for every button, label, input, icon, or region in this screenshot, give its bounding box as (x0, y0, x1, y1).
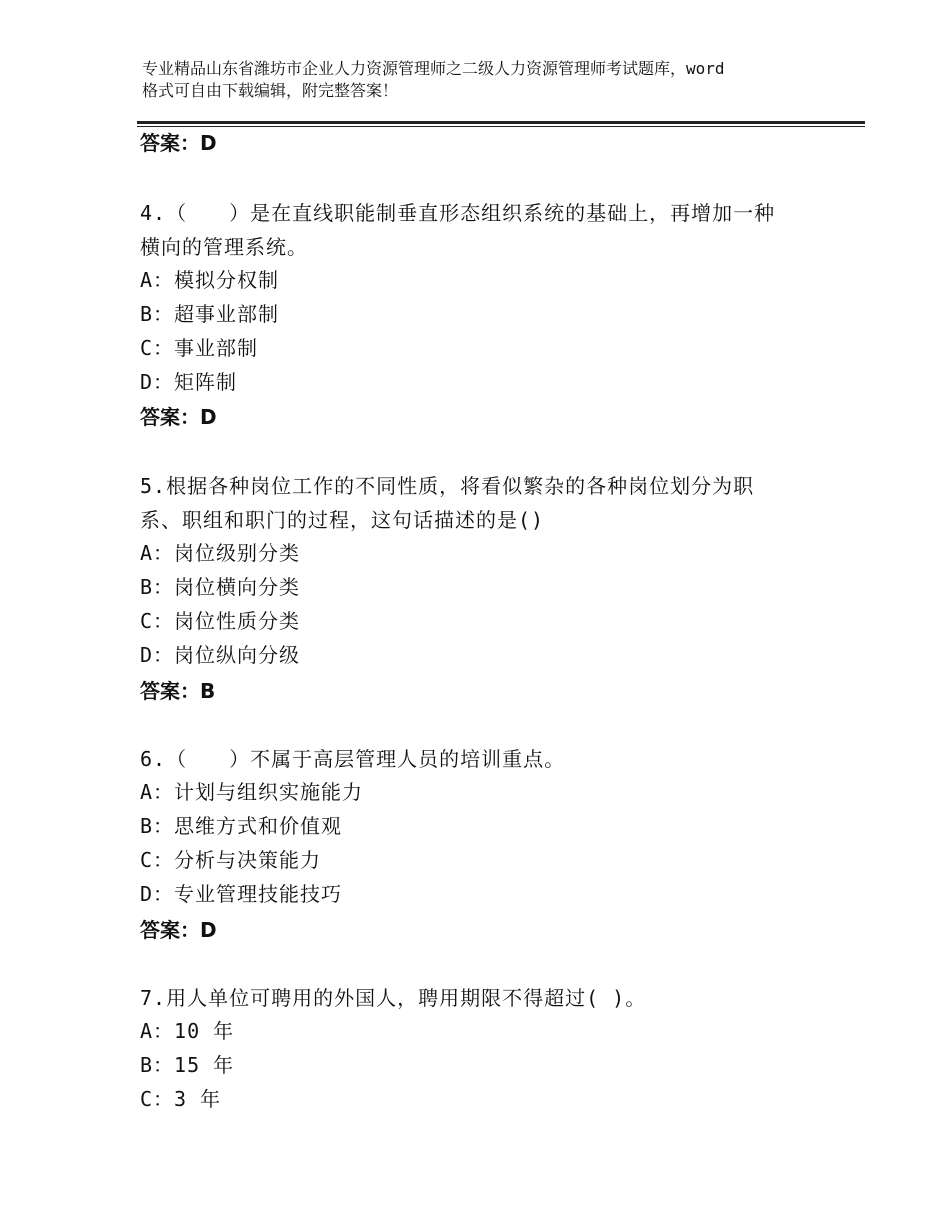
question-4-stem-line-1: 4.（ ）是在直线职能制垂直形态组织系统的基础上，再增加一种 (140, 201, 776, 225)
question-4-option-b: B：超事业部制 (140, 302, 280, 326)
question-6-answer: 答案：D (140, 918, 217, 942)
question-4-answer: 答案：D (140, 405, 217, 429)
question-7-stem-line-1: 7.用人单位可聘用的外国人，聘用期限不得超过( )。 (140, 986, 647, 1010)
question-4-option-c: C：事业部制 (140, 336, 259, 360)
question-5-option-c: C：岗位性质分类 (140, 609, 301, 633)
question-7-option-a: A：10 年 (140, 1019, 235, 1043)
question-5-answer: 答案：B (140, 679, 216, 703)
question-7-option-c: C：3 年 (140, 1087, 222, 1111)
question-4-option-a: A：模拟分权制 (140, 268, 280, 292)
question-7-option-b: B：15 年 (140, 1053, 235, 1077)
question-6-option-a: A：计划与组织实施能力 (140, 780, 364, 804)
question-5-option-b: B：岗位横向分类 (140, 575, 301, 599)
question-5-option-a: A：岗位级别分类 (140, 541, 301, 565)
question-5-stem-line-2: 系、职组和职门的过程，这句话描述的是() (140, 508, 545, 532)
header-divider-thick (137, 121, 865, 124)
question-5-stem-line-1: 5.根据各种岗位工作的不同性质，将看似繁杂的各种岗位划分为职 (140, 474, 755, 498)
question-6-stem-line-1: 6.（ ）不属于高层管理人员的培训重点。 (140, 747, 566, 771)
question-5-option-d: D：岗位纵向分级 (140, 643, 301, 667)
page-header (142, 58, 822, 102)
question-6-option-c: C：分析与决策能力 (140, 848, 322, 872)
question-6-option-d: D：专业管理技能技巧 (140, 882, 343, 906)
header-divider-thin (137, 126, 865, 127)
header-line-1: 专业精品山东省潍坊市企业人力资源管理师之二级人力资源管理师考试题库，word (142, 59, 725, 78)
question-4-stem-line-2: 横向的管理系统。 (140, 235, 308, 259)
question-4-option-d: D：矩阵制 (140, 370, 238, 394)
question-6-option-b: B：思维方式和价值观 (140, 814, 343, 838)
previous-answer: 答案：D (140, 131, 217, 155)
header-line-2: 格式可自由下载编辑，附完整答案！ (142, 81, 399, 100)
